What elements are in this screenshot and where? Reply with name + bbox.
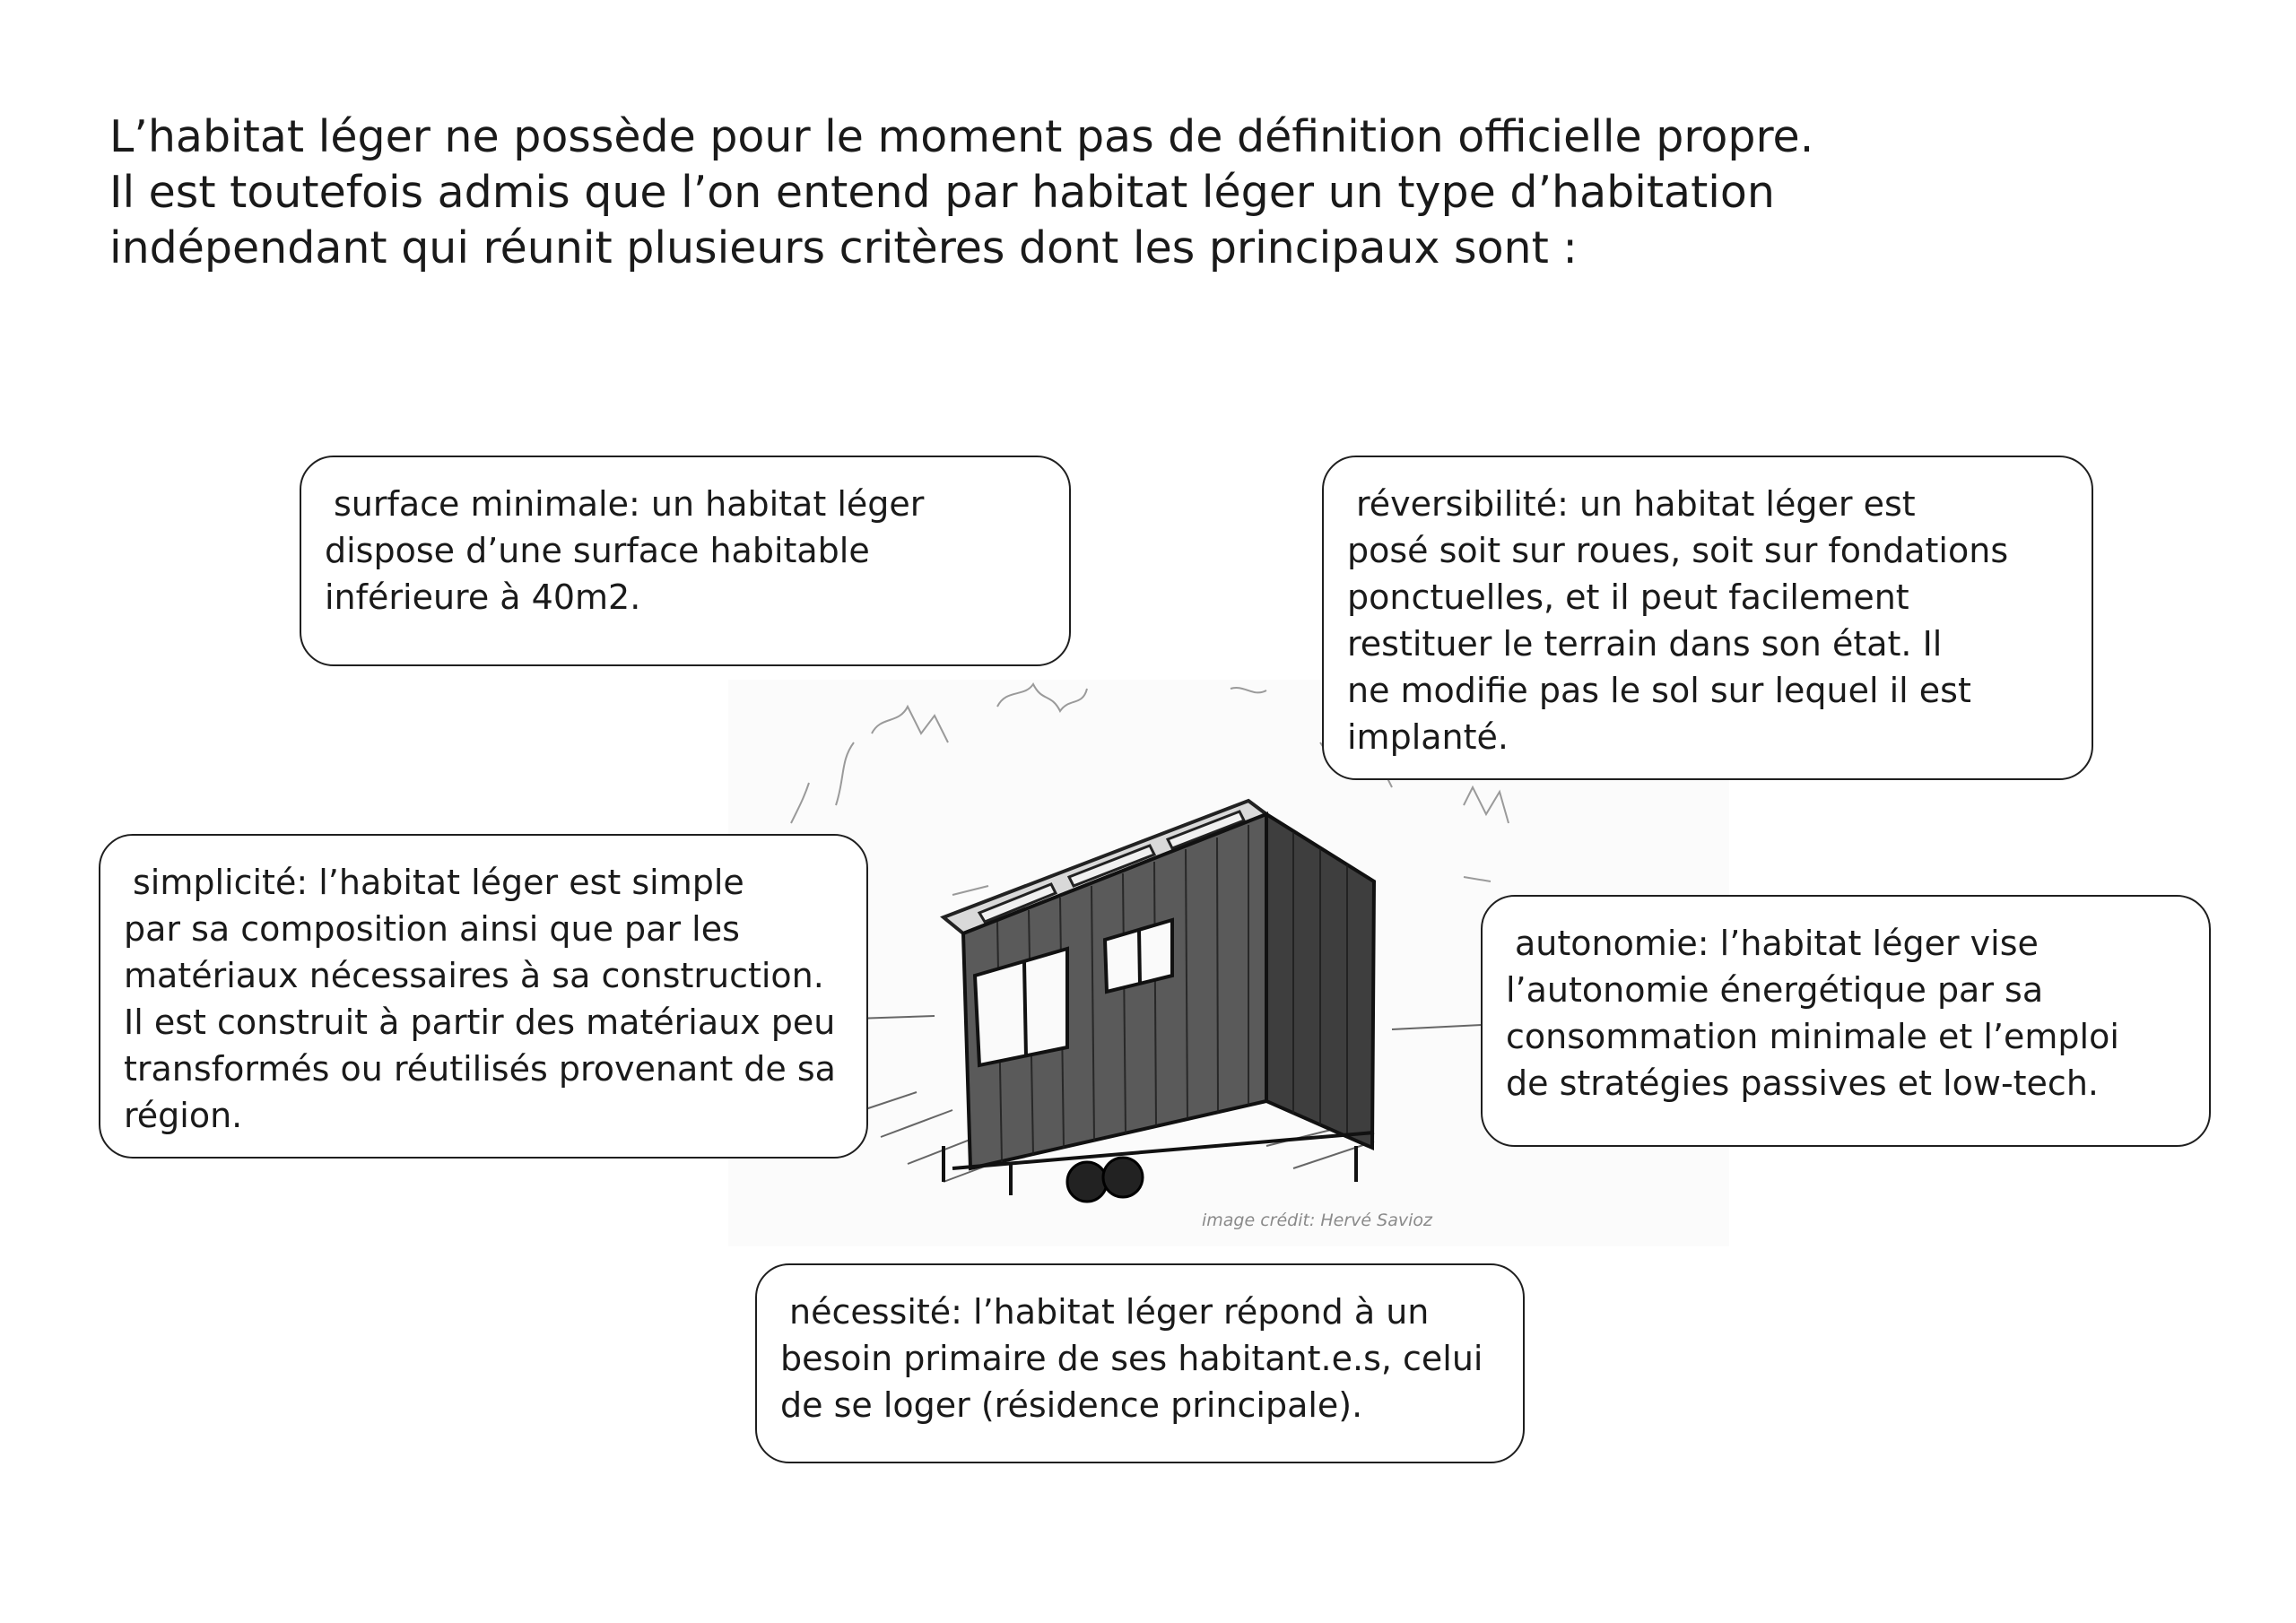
criterion-text-line: ponctuelles, et il peut facilement [1347, 577, 1909, 617]
criterion-text-line: par sa composition ainsi que par les [124, 909, 740, 949]
image-credit: image crédit: Hervé Savioz [1202, 1211, 1432, 1230]
criterion-text-line: autonomie: l’habitat léger vise [1515, 924, 2039, 963]
criterion-text-line: transformés ou réutilisés provenant de sa [124, 1049, 836, 1089]
criterion-necessite-card [755, 1263, 1525, 1463]
criterion-surface-card [300, 456, 1071, 666]
criterion-text-line: surface minimale: un habitat léger [334, 484, 925, 524]
criterion-text-line: ne modifie pas le sol sur lequel il est [1347, 671, 1971, 710]
criterion-text-line: besoin primaire de ses habitant.e.s, celui [780, 1339, 1483, 1378]
criterion-text-line: de se loger (résidence principale). [780, 1385, 1363, 1425]
criterion-text-line: l’autonomie énergétique par sa [1506, 970, 2044, 1010]
criterion-simplicite-card [99, 834, 868, 1159]
criterion-text-line: implanté. [1347, 717, 1509, 757]
criterion-text-line: posé soit sur roues, soit sur fondations [1347, 531, 2009, 570]
intro-line-3: indépendant qui réunit plusieurs critères dont les principaux sont : [109, 222, 1578, 273]
criterion-text-line: réversibilité: un habitat léger est [1356, 484, 1916, 524]
criterion-text-line: matériaux nécessaires à sa construction. [124, 956, 824, 995]
criterion-text-line: Il est construit à partir des matériaux peu [124, 1002, 836, 1042]
criterion-text-line: de stratégies passives et low-tech. [1506, 1063, 2099, 1103]
criterion-text-line: région. [124, 1096, 243, 1135]
intro-line-2: Il est toutefois admis que l’on entend par habitat léger un type d’habitation [109, 167, 1775, 218]
criterion-text-line: inférieure à 40m2. [325, 577, 641, 617]
criterion-text-line: dispose d’une surface habitable [325, 531, 870, 570]
criterion-reversibilite-card [1322, 456, 2093, 780]
intro-paragraph [109, 109, 2172, 276]
intro-line-1: L’habitat léger ne possède pour le moment pas de définition officielle propre. [109, 111, 1814, 162]
criterion-autonomie-card [1481, 895, 2211, 1147]
criterion-text-line: restituer le terrain dans son état. Il [1347, 624, 1943, 664]
criterion-text-line: nécessité: l’habitat léger répond à un [789, 1292, 1430, 1332]
criterion-text-line: consommation minimale et l’emploi [1506, 1017, 2119, 1056]
criterion-text-line: simplicité: l’habitat léger est simple [133, 863, 744, 902]
